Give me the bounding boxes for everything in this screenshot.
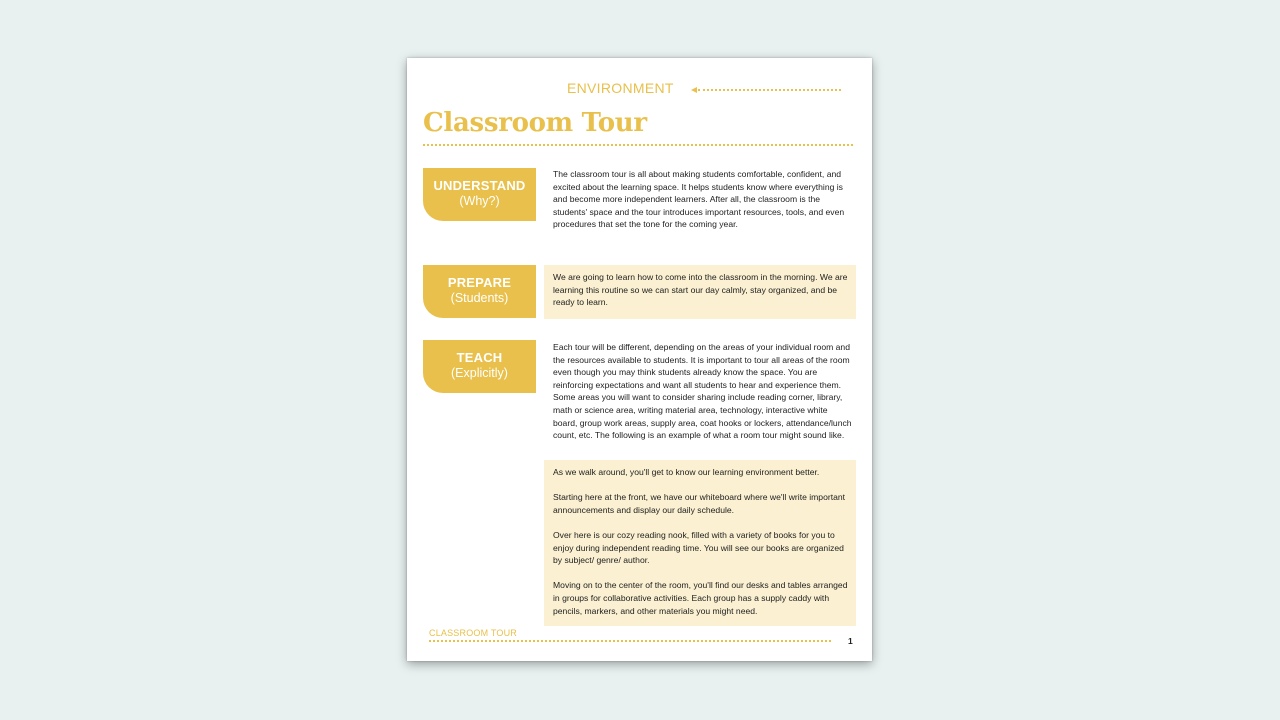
example-paragraph-1: As we walk around, you'll get to know our learning environment better. — [553, 467, 820, 477]
document-page — [407, 58, 872, 661]
understand-subheading: (Why?) — [459, 194, 500, 208]
teach-text — [553, 341, 853, 442]
section-label: ENVIRONMENT — [567, 80, 674, 96]
understand-tab — [423, 168, 536, 221]
teach-tab — [423, 340, 536, 393]
teach-heading: TEACH — [456, 350, 503, 365]
prepare-heading: PREPARE — [447, 275, 512, 290]
prepare-box — [544, 265, 856, 319]
title-dotted-rule — [423, 144, 853, 146]
page-title: Classroom Tour — [423, 108, 647, 138]
section-header — [567, 80, 841, 98]
teach-subheading: (Explicitly) — [451, 366, 508, 380]
understand-heading: UNDERSTAND — [433, 178, 526, 193]
understand-text — [553, 168, 853, 244]
arrow-left-icon — [691, 88, 696, 93]
example-box — [544, 460, 856, 626]
dotted-divider — [698, 89, 841, 91]
page-number: 1 — [848, 636, 853, 646]
example-paragraph-3: Over here is our cozy reading nook, filled with a variety of books for you to enjoy during independent reading time. You will see our books are organized by subject/ genre/ author. — [553, 529, 844, 566]
example-paragraph-2: Starting here at the front, we have our whiteboard where we'll write important announcements and display our daily schedule. — [553, 492, 846, 515]
teach-paragraph: Each tour will be different, depending on the areas of your individual room and the resources available to students. It is important to tour all areas of the room even though you may think students already know the space. You are reinforcing expectations and want all students to hear and experience them. Some areas you will want to consider sharing include reading corner, library, math or science area, writing material area, technology, interactive white board, group work areas, supply area, coat hooks or lockers, attendance/lunch count, etc. The following is an example of what a room tour might sound like. — [553, 342, 852, 441]
understand-paragraph: The classroom tour is all about making students comfortable, confident, and excited about the learning space. It helps students know where everything is and become more independent learners. After all, the classroom is the students' space and the tour introduces important resources, tools, and even procedures that set the tone for the coming year. — [553, 169, 845, 230]
footer-label: CLASSROOM TOUR — [429, 628, 517, 638]
footer-dotted-rule — [429, 640, 831, 642]
prepare-tab — [423, 265, 536, 318]
prepare-paragraph: We are going to learn how to come into the classroom in the morning. We are learning this routine so we can start our day calmly, stay organized, and be ready to learn. — [553, 272, 848, 308]
example-paragraph-4: Moving on to the center of the room, you'll find our desks and tables arranged in groups for collaborative activities. Each group has a supply caddy with pencils, markers, and other materials you might need. — [553, 580, 848, 616]
prepare-subheading: (Students) — [450, 291, 509, 305]
